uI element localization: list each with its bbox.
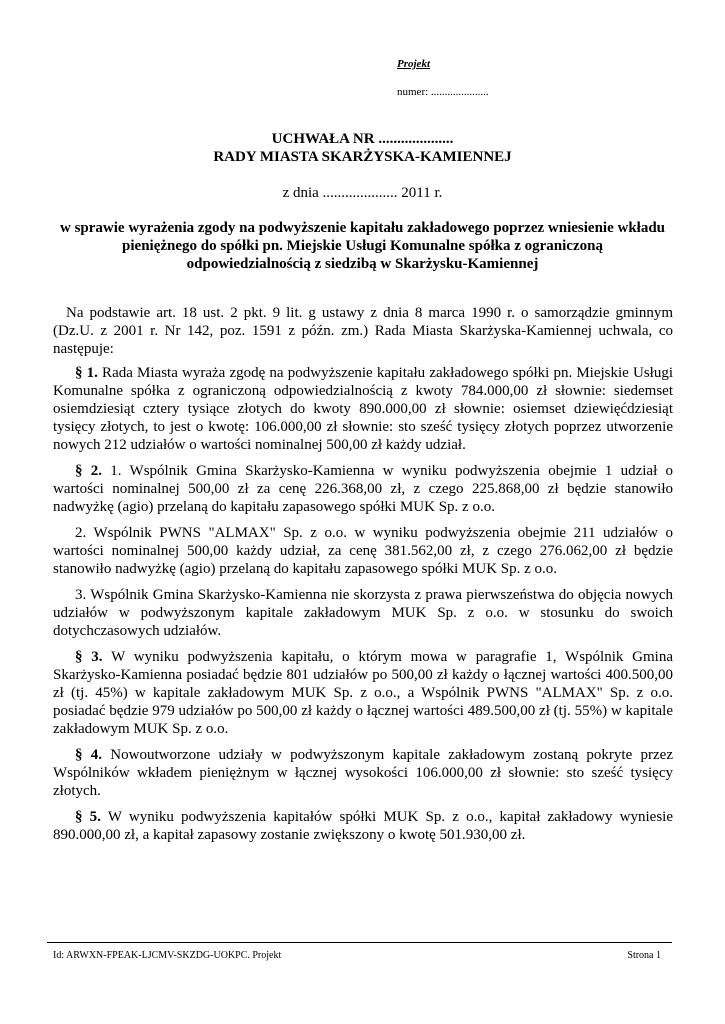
paragraph-text: W wyniku podwyższenia kapitałów spółki MUK Sp. z o.o., kapitał zakładowy wyniesie 890.000,00 zł, a kapitał zapasowy zostanie zwiększony o kwotę 501.930,00 zł.: [53, 809, 673, 843]
paragraph-text: 3. Wspólnik Gmina Skarżysko-Kamienna nie skorzysta z prawa pierwszeństwa do objęcia nowych udziałów w podwyższonym kapitale zakładowym MUK Sp. z o.o. w stosunku do swoich dotychczasowych udziałów.: [53, 587, 673, 639]
paragraph-number: § 3.: [75, 649, 103, 665]
paragraph-text: Nowoutworzone udziały w podwyższonym kapitale zakładowym zostaną pokryte przez Wspólników wkładem pieniężnym w łącznej wysokości 106.000,00 zł słownie: sto sześć tysięcy złotych.: [53, 747, 674, 799]
paragraph-text: W wyniku podwyższenia kapitału, o którym mowa w paragrafie 1, Wspólnik Gmina Skarżysko-Kamienna posiadać będzie 801 udziałów po 500,00 zł każdy o łącznej wartości 400.500,00 zł (tj. 45%) w kapitale zakładowym MUK Sp. z o.o., a Wspólnik PWNS "ALMAX" Sp. z o.o. posiadać będzie 979 udziałów po 500,00 zł każdy o łącznej wartości 489.500,00 zł (tj. 55%) w kapitale zakładowym MUK Sp. z o.o.: [53, 649, 673, 737]
paragraph-number: § 4.: [75, 747, 103, 763]
paragraph-text: Rada Miasta wyraża zgodę na podwyższenie kapitału zakładowego spółki pn. Miejskie Usługi Komunalne spółka z ograniczoną odpowiedzialnością z kwoty 784.000,00 zł słownie: siedemset osiemdziesiąt cztery tysiące złotych do kwoty 890.000,00 zł słownie: osiemset dziewięćdziesiąt tysięcy złotych, to jest o kwotę: 106.000,00 zł słownie: sto sześć tysięcy złotych poprzez utworzenie nowych 212 udziałów o wartości nominalnej 500,00 zł każdy udział.: [53, 365, 673, 453]
paragraph-2-1: [53, 462, 673, 516]
intro-paragraph: Na podstawie art. 18 ust. 2 pkt. 9 lit. g ustawy z dnia 8 marca 1990 r. o samorządzie gminnym (Dz.U. z 2001 r. Nr 142, poz. 1591 z późn. zm.) Rada Miasta Skarżyska-Kamiennej uchwala, co następuje:: [53, 305, 673, 357]
paragraph-text: 2. Wspólnik PWNS "ALMAX" Sp. z o.o. w wyniku podwyższenia obejmie 211 udziałów o wartości nominalnej 500,00 każdy udział, za cenę 381.562,00 zł, z czego 276.062,00 zł będzie stanowiło nadwyżkę (agio) przelaną do kapitału zapasowego spółki MUK Sp. z o.o.: [53, 525, 673, 577]
numer-field: numer: .....................: [397, 86, 489, 98]
paragraph-5: [53, 808, 673, 844]
footer-document-id: Id: ARWXN-FPEAK-LJCMV-SKZDG-UOKPC. Projekt: [53, 950, 282, 961]
paragraph-number: § 5.: [75, 809, 101, 825]
footer-divider: [47, 942, 672, 943]
paragraph-1: [53, 364, 673, 454]
paragraph-4: [53, 746, 673, 800]
document-title: UCHWAŁA NR ....................: [271, 131, 454, 147]
council-name: RADY MIASTA SKARŻYSKA-KAMIENNEJ: [213, 149, 512, 165]
footer-page-number: Strona 1: [627, 950, 661, 961]
document-body: [53, 304, 673, 852]
projekt-label: Projekt: [397, 58, 430, 70]
resolution-subject: w sprawie wyrażenia zgody na podwyższenie kapitału zakładowego poprzez wniesienie wkładu pieniężnego do spółki pn. Miejskie Usługi Komunalne spółka z ograniczoną odpowiedzialnością z siedzibą w Skarżysku-Kamiennej: [60, 220, 666, 272]
resolution-date: z dnia .................... 2011 r.: [282, 185, 443, 201]
paragraph-3: [53, 648, 673, 738]
paragraph-number: § 1.: [75, 365, 98, 381]
paragraph-number: § 2.: [75, 463, 103, 479]
paragraph-text: 1. Wspólnik Gmina Skarżysko-Kamienna w wyniku podwyższenia obejmie 1 udział o wartości nominalnej 500,00 zł za cenę 226.368,00 zł, z czego 225.868,00 zł będzie stanowiło nadwyżkę (agio) przelaną do kapitału zapasowego spółki MUK Sp. z o.o.: [53, 463, 674, 515]
paragraph-2-2: [53, 524, 673, 578]
paragraph-2-3: [53, 586, 673, 640]
